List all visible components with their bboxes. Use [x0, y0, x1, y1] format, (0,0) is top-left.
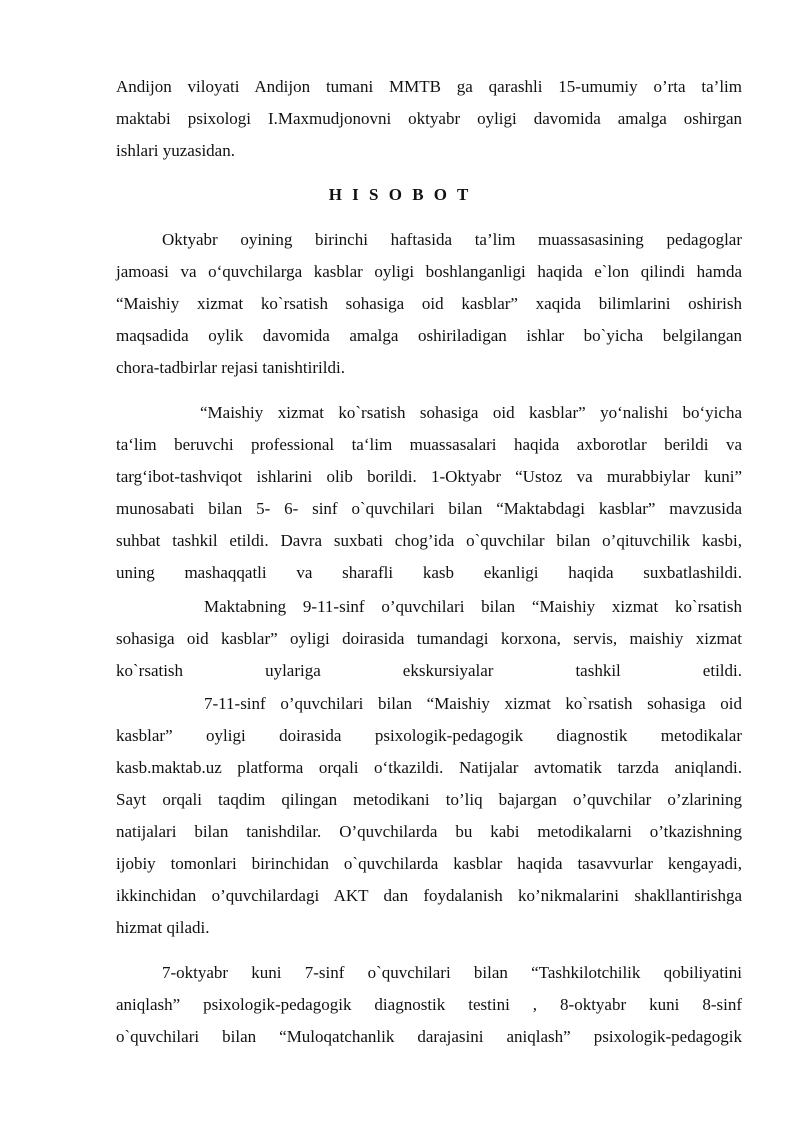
paragraph-line: uning mashaqqatli va sharafli kasb ekanligi haqida suxbatlashildi. [116, 563, 742, 582]
header-line: ishlari yuzasidan. [116, 141, 235, 160]
paragraph-line: “Maishiy xizmat ko`rsatish sohasiga oid kasblar” xaqida bilimlarini oshirish [116, 294, 742, 313]
paragraph-line: targ‘ibot-tashviqot ishlarini olib borildi. 1-Oktyabr “Ustoz va murabbiylar kuni” [116, 467, 742, 486]
paragraph-line: “Maishiy xizmat ko`rsatish sohasiga oid kasblar” yo‘nalishi bo‘yicha [200, 403, 742, 422]
paragraph-line: ijobiy tomonlari birinchidan o`quvchilarda kasblar haqida tasavvurlar kengayadi, [116, 854, 742, 873]
paragraph-line: aniqlash” psixologik-pedagogik diagnostik testini , 8-oktyabr kuni 8-sinf [116, 995, 742, 1014]
paragraph-line: 7-11-sinf o’quvchilari bilan “Maishiy xizmat ko`rsatish sohasiga oid [204, 694, 742, 713]
paragraph-line: suhbat tashkil etildi. Davra suxbati chog’ida o`quvchilar bilan o’qituvchilik kasbi, [116, 531, 742, 550]
paragraph-line: ikkinchidan o’quvchilardagi AKT dan foydalanish ko’nikmalarini shakllantirishga [116, 886, 742, 905]
paragraph-line: ko`rsatish uylariga ekskursiyalar tashkil etildi. [116, 661, 742, 680]
paragraph-line: ta‘lim beruvchi professional ta‘lim muassasalari haqida axborotlar berildi va [116, 435, 742, 454]
header-line: maktabi psixologi I.Maxmudjonovni oktyabr oyligi davomida amalga oshirgan [116, 109, 742, 128]
paragraph-line: 7-oktyabr kuni 7-sinf o`quvchilari bilan “Tashkilotchilik qobiliyatini [162, 963, 742, 982]
paragraph-line: kasblar” oyligi doirasida psixologik-pedagogik diagnostik metodikalar [116, 726, 742, 745]
paragraph-line: munosabati bilan 5- 6- sinf o`quvchilari bilan “Maktabdagi kasblar” mavzusida [116, 499, 742, 518]
paragraph-line: Maktabning 9-11-sinf o’quvchilari bilan “Maishiy xizmat ko`rsatish [204, 597, 742, 616]
paragraph-line: maqsadida oylik davomida amalga oshiriladigan ishlar bo`yicha belgilangan [116, 326, 742, 345]
document-title: H I S O B O T [328, 185, 472, 204]
paragraph-line: natijalari bilan tanishdilar. O’quvchilarda bu kabi metodikalarni o’tkazishning [116, 822, 742, 841]
paragraph-line: chora-tadbirlar rejasi tanishtirildi. [116, 358, 345, 377]
paragraph-line: sohasiga oid kasblar” oyligi doirasida tumandagi korxona, servis, maishiy xizmat [116, 629, 742, 648]
header-line: Andijon viloyati Andijon tumani MMTB ga qarashli 15-umumiy o’rta ta’lim [116, 77, 742, 96]
paragraph-line: hizmat qiladi. [116, 918, 210, 937]
paragraph-line: kasb.maktab.uz platforma orqali o‘tkazildi. Natijalar avtomatik tarzda aniqlandi. [116, 758, 742, 777]
paragraph-line: o`quvchilari bilan “Muloqatchanlik darajasini aniqlash” psixologik-pedagogik [116, 1027, 742, 1046]
paragraph-line: Oktyabr oyining birinchi haftasida ta’lim muassasasining pedagoglar [162, 230, 742, 249]
paragraph-line: jamoasi va o‘quvchilarga kasblar oyligi boshlanganligi haqida e`lon qilindi hamda [116, 262, 742, 281]
paragraph-line: Sayt orqali taqdim qilingan metodikani to’liq bajargan o’quvchilar o’zlarining [116, 790, 742, 809]
